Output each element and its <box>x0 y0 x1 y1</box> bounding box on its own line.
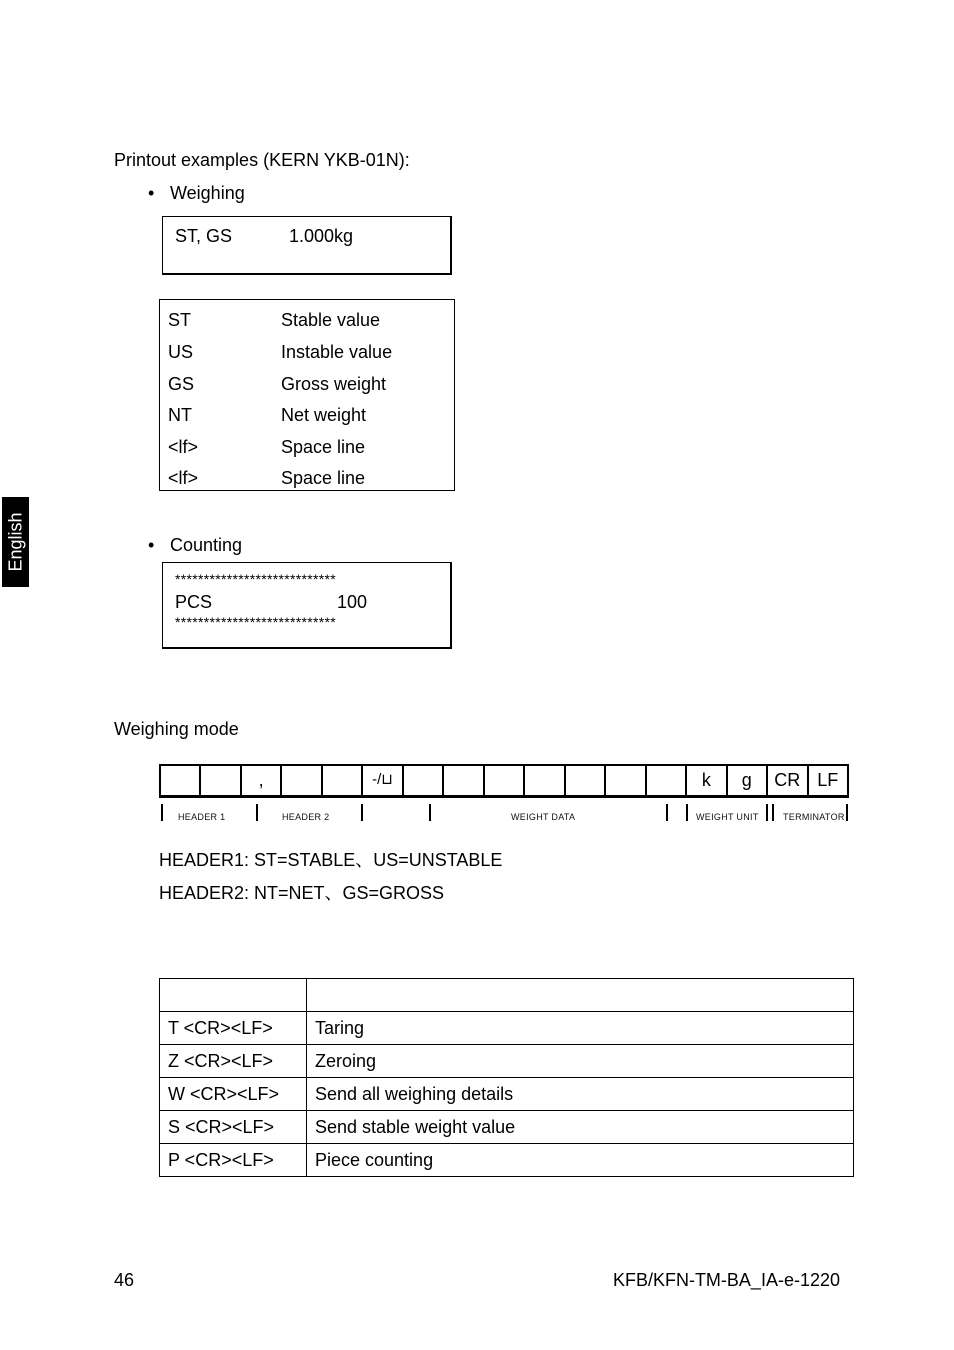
frame-cell: CR <box>768 766 808 795</box>
legend-desc: Space line <box>281 468 366 488</box>
legend-desc: Instable value <box>281 342 393 362</box>
command-cell: Z <CR><LF> <box>160 1045 307 1078</box>
header2-group-label: HEADER 2 <box>282 812 330 822</box>
frame-cell: k <box>687 766 727 795</box>
frame-cell: -/⊔ <box>363 766 403 795</box>
counting-printout-box <box>162 562 452 649</box>
terminator-group-label: TERMINATOR <box>783 812 845 822</box>
weighing-printout-box <box>162 216 452 275</box>
description-cell: Send all weighing details <box>307 1078 854 1111</box>
group-tick <box>772 804 774 821</box>
header2-explanation: HEADER2: NT=NET、GS=GROSS <box>159 883 445 903</box>
command-cell: T <CR><LF> <box>160 1012 307 1045</box>
command-cell: P <CR><LF> <box>160 1144 307 1177</box>
table-row <box>160 1111 854 1144</box>
frame-cell <box>485 766 525 795</box>
counting-bullet-label: Counting <box>170 535 243 555</box>
weighing-printout-value: 1.000kg <box>289 226 354 246</box>
frame-cell: LF <box>817 770 839 790</box>
legend-code: ST <box>168 310 192 330</box>
weight-unit-group-label: WEIGHT UNIT <box>696 812 759 822</box>
command-table <box>159 978 854 1177</box>
counting-stars-bottom: **************************** <box>175 614 336 630</box>
table-header-cell <box>307 979 854 1012</box>
data-frame-diagram <box>159 764 849 798</box>
frame-cell <box>161 766 201 795</box>
group-tick <box>256 804 258 821</box>
legend-desc: Net weight <box>281 405 367 425</box>
language-tab-label: English <box>5 512 25 572</box>
frame-cell: g <box>728 766 768 795</box>
description-cell: Zeroing <box>307 1045 854 1078</box>
group-tick <box>666 804 668 821</box>
bullet-dot: • <box>148 535 155 555</box>
group-tick <box>686 804 688 821</box>
legend-code: <lf> <box>168 437 199 457</box>
weight-data-group-label: WEIGHT DATA <box>511 812 576 822</box>
table-row <box>160 1012 854 1045</box>
legend-code: <lf> <box>168 468 199 488</box>
table-row <box>160 1045 854 1078</box>
description-cell: Send stable weight value <box>307 1111 854 1144</box>
frame-cell <box>444 766 484 795</box>
command-cell: W <CR><LF> <box>160 1078 307 1111</box>
counting-label: PCS <box>175 592 213 612</box>
intro-heading: Printout examples (KERN YKB-01N): <box>114 150 410 170</box>
frame-cell <box>323 766 363 795</box>
legend-code: GS <box>168 374 195 394</box>
weighing-mode-heading: Weighing mode <box>114 719 239 739</box>
frame-cell <box>647 766 687 795</box>
frame-cell <box>566 766 606 795</box>
command-cell: S <CR><LF> <box>160 1111 307 1144</box>
bullet-dot: • <box>148 183 155 203</box>
weighing-bullet-label: Weighing <box>170 183 245 203</box>
counting-value: 100 <box>337 592 368 612</box>
description-cell: Taring <box>307 1012 854 1045</box>
frame-cell <box>201 766 241 795</box>
header1-explanation: HEADER1: ST=STABLE、US=UNSTABLE <box>159 850 503 870</box>
legend-desc: Space line <box>281 437 366 457</box>
legend-desc: Gross weight <box>281 374 387 394</box>
header1-group-label: HEADER 1 <box>178 812 226 822</box>
group-tick <box>766 804 768 821</box>
legend-desc: Stable value <box>281 310 381 330</box>
document-id: KFB/KFN-TM-BA_IA-e-1220 <box>612 1270 840 1290</box>
frame-cell <box>282 766 322 795</box>
table-row <box>160 1078 854 1111</box>
description-cell: Piece counting <box>307 1144 854 1177</box>
frame-cell: , <box>242 766 282 795</box>
group-tick <box>161 804 163 821</box>
frame-cell <box>404 766 444 795</box>
frame-cell <box>525 766 565 795</box>
group-tick <box>361 804 363 821</box>
table-header-row <box>160 979 854 1012</box>
frame-cell <box>606 766 646 795</box>
legend-code: US <box>168 342 194 362</box>
table-row <box>160 1144 854 1177</box>
legend-code: NT <box>168 405 192 425</box>
group-tick <box>429 804 431 821</box>
page-number: 46 <box>114 1270 135 1290</box>
group-tick <box>846 804 848 821</box>
legend-box <box>159 299 455 491</box>
table-header-cell <box>160 979 307 1012</box>
weighing-printout-label: ST, GS <box>175 226 233 246</box>
language-tab <box>2 497 29 587</box>
counting-stars-top: **************************** <box>175 571 336 587</box>
